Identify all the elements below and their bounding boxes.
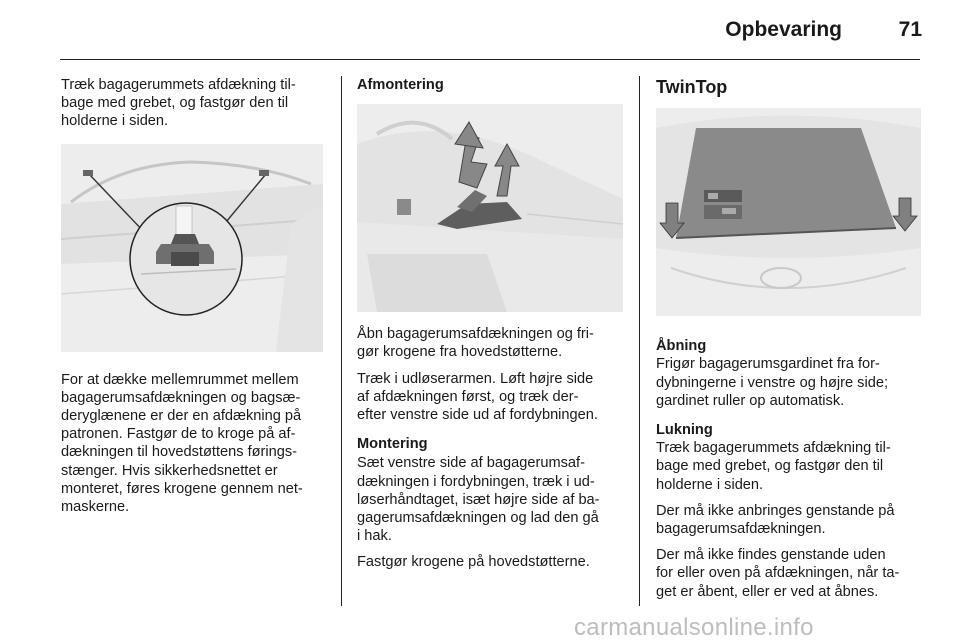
text-line: Der må ikke findes genstande uden bbox=[656, 547, 886, 564]
text-line: dækningen til hovedstøttens førings- bbox=[61, 444, 298, 461]
text-line: gør krogene fra hovedstøtterne. bbox=[357, 344, 563, 361]
figure-release-lever bbox=[357, 104, 623, 312]
paragraph-warning-1 bbox=[656, 502, 922, 538]
page-header bbox=[0, 0, 960, 62]
text-line: dybningerne i venstre og højre side; bbox=[656, 374, 889, 391]
text-line: af afdækningen først, og træk der- bbox=[357, 388, 579, 405]
text-line: i hak. bbox=[357, 528, 392, 545]
text-line: for eller oven på afdækningen, når ta- bbox=[656, 565, 900, 582]
paragraph-closing bbox=[656, 439, 922, 494]
text-line: Træk i udløserarmen. Løft højre side bbox=[357, 370, 594, 387]
section-title: Opbevaring bbox=[725, 18, 842, 41]
paragraph-release-lever bbox=[357, 370, 623, 425]
figure-twintop-cover bbox=[656, 108, 921, 316]
text-line: Sæt venstre side af bagagerumsaf- bbox=[357, 455, 585, 472]
text-line: gagerumsafdækningen og lad den gå bbox=[357, 510, 599, 527]
text-line: Frigør bagagerumsgardinet fra for- bbox=[656, 356, 880, 373]
text-line: For at dække mellemrummet mellem bbox=[61, 371, 299, 388]
figure-cargo-cover-hooks bbox=[61, 144, 323, 352]
text-line: monteret, føres krogene gennem net- bbox=[61, 480, 303, 497]
paragraph-installation bbox=[357, 454, 623, 545]
intro-paragraph bbox=[61, 76, 324, 131]
text-line: Træk bagagerummets afdækning til- bbox=[656, 440, 891, 457]
illustration-seat-hooks bbox=[61, 144, 323, 352]
subheading-closing: Lukning bbox=[656, 422, 713, 439]
page-number: 71 bbox=[898, 18, 922, 41]
section-heading-removal: Afmontering bbox=[357, 77, 444, 93]
header-rule bbox=[60, 59, 920, 60]
column-divider bbox=[341, 76, 342, 606]
text-line: bagagerumsafdækningen. bbox=[656, 521, 826, 538]
illustration-twintop-trunk bbox=[656, 108, 921, 316]
watermark: carmanualsonline.info bbox=[574, 614, 814, 641]
text-line: Træk bagagerummets afdækning til- bbox=[61, 77, 296, 93]
subheading-opening: Åbning bbox=[656, 338, 707, 355]
text-line: dækningen i fordybningen, træk i ud- bbox=[357, 473, 595, 490]
text-line: maskerne. bbox=[61, 499, 130, 516]
paragraph-opening bbox=[656, 355, 922, 410]
body-paragraph bbox=[61, 371, 324, 517]
text-line: gardinet ruller op automatisk. bbox=[656, 392, 845, 409]
paragraph-open-cover bbox=[357, 325, 623, 361]
paragraph-warning-2 bbox=[656, 546, 922, 601]
text-line: løserhåndtaget, isæt højre side af ba- bbox=[357, 491, 600, 508]
subheading-installation: Montering bbox=[357, 436, 428, 453]
text-line: bage med grebet, og fastgør den til bbox=[61, 95, 289, 112]
text-line: get er åbent, eller er ved at åbnes. bbox=[656, 583, 879, 600]
illustration-release-lever bbox=[357, 104, 623, 312]
text-line: bage med grebet, og fastgør den til bbox=[656, 458, 884, 475]
paragraph-fasten-hooks: Fastgør krogene på hovedstøtterne. bbox=[357, 554, 590, 571]
column-1 bbox=[61, 76, 324, 524]
text-line: stænger. Hvis sikkerhedsnettet er bbox=[61, 462, 278, 479]
text-line: bagagerumsafdækningen og bagsæ- bbox=[61, 389, 301, 406]
text-line: holderne i siden. bbox=[656, 476, 764, 493]
text-line: Der må ikke anbringes genstande på bbox=[656, 502, 895, 519]
text-line: Åbn bagagerumsafdækningen og fri- bbox=[357, 326, 594, 343]
column-divider bbox=[639, 76, 640, 606]
section-heading-twintop: TwinTop bbox=[656, 77, 728, 97]
column-2 bbox=[357, 76, 623, 580]
text-line: patronen. Fastgør de to kroge på af- bbox=[61, 426, 296, 443]
column-3 bbox=[656, 76, 922, 609]
text-line: efter venstre side ud af fordybningen. bbox=[357, 407, 598, 424]
text-line: deryglænene er der en afdækning på bbox=[61, 408, 302, 425]
text-line: holderne i siden. bbox=[61, 113, 169, 130]
